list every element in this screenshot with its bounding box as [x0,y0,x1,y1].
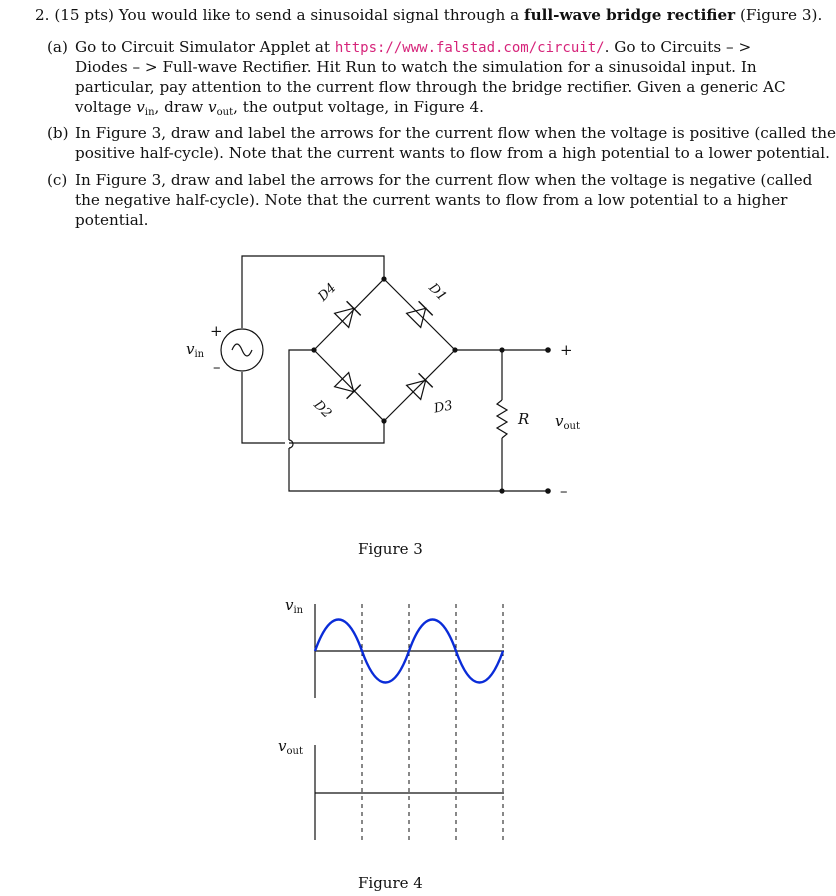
resistor-R [497,400,507,438]
problem-points: (15 pts) [54,6,114,24]
terminal-plus [545,347,551,353]
problem-number: 2. [35,6,50,24]
resistor-label: R [518,410,530,428]
output-minus: – [560,482,568,500]
problem-intro: You would like to send a sinusoidal signal through a [118,6,520,24]
part-c-label: (c) [47,171,68,189]
source-minus: – [213,358,221,376]
vin-label: $v_{in}$ [186,340,205,360]
wire-source-bottom [242,372,285,443]
wire-hop [289,440,293,448]
part-b-label: (b) [47,124,69,142]
figure3-caption: Figure 3 [358,540,423,558]
part-c-line1: In Figure 3, draw and label the arrows for the current flow when the voltage is negative (called [75,171,813,189]
falstad-url-link[interactable]: https://www.falstad.com/circuit/ [334,40,605,56]
wire-top [242,256,384,328]
terminal-minus [545,488,551,494]
fig4-vin-label: $v_{in}$ [285,596,304,616]
wire-left-node [289,350,314,440]
problem-intro-bold: full-wave bridge rectifier [524,6,736,24]
output-plus: + [560,341,573,359]
source-plus: + [210,322,223,340]
label-d1: D1 [425,280,450,305]
diode-d4 [335,301,361,327]
diode-d3 [407,373,433,399]
part-a-line3: particular, pay attention to the current flow through the bridge rectifier. Given a generic AC [75,78,786,96]
part-a-label: (a) [47,38,68,56]
part-a-voltage: voltage [75,98,132,116]
part-b-line2: positive half-cycle). Note that the current wants to flow from a high potential to a lower potential. [75,144,830,162]
part-a-text: Go to Circuit Simulator Applet at [75,38,331,56]
vout-symbol: $v_{out}$ [208,98,234,118]
sine-icon [232,344,252,356]
part-a-line2: Diodes – > Full-wave Rectifier. Hit Run to watch the simulation for a sinusoidal input. In [75,58,757,76]
diode-d2 [335,373,361,399]
vout-label: $v_{out}$ [555,412,580,432]
wire-bridge-bottom [289,421,384,443]
part-a-end: , the output voltage, in Figure 4. [233,98,484,116]
part-c-line2: the negative half-cycle). Note that the current wants to flow from a low potential to a higher [75,191,788,209]
fig4-vout-label: $v_{out}$ [278,737,303,757]
part-a-text-end: . Go to Circuits – > [604,38,752,56]
figure4-caption: Figure 4 [358,874,423,892]
part-a-draw: , draw [154,98,204,116]
label-d3: D3 [432,398,454,417]
problem-intro-end: (Figure 3). [739,6,823,24]
part-b-line1: In Figure 3, draw and label the arrows for the current flow when the voltage is positive (called the [75,124,836,142]
label-d2: D2 [310,397,335,422]
part-c-line3: potential. [75,211,149,229]
vin-symbol: $v_{in}$ [136,98,155,118]
label-d4: D4 [315,280,340,305]
wire-return [289,448,548,491]
